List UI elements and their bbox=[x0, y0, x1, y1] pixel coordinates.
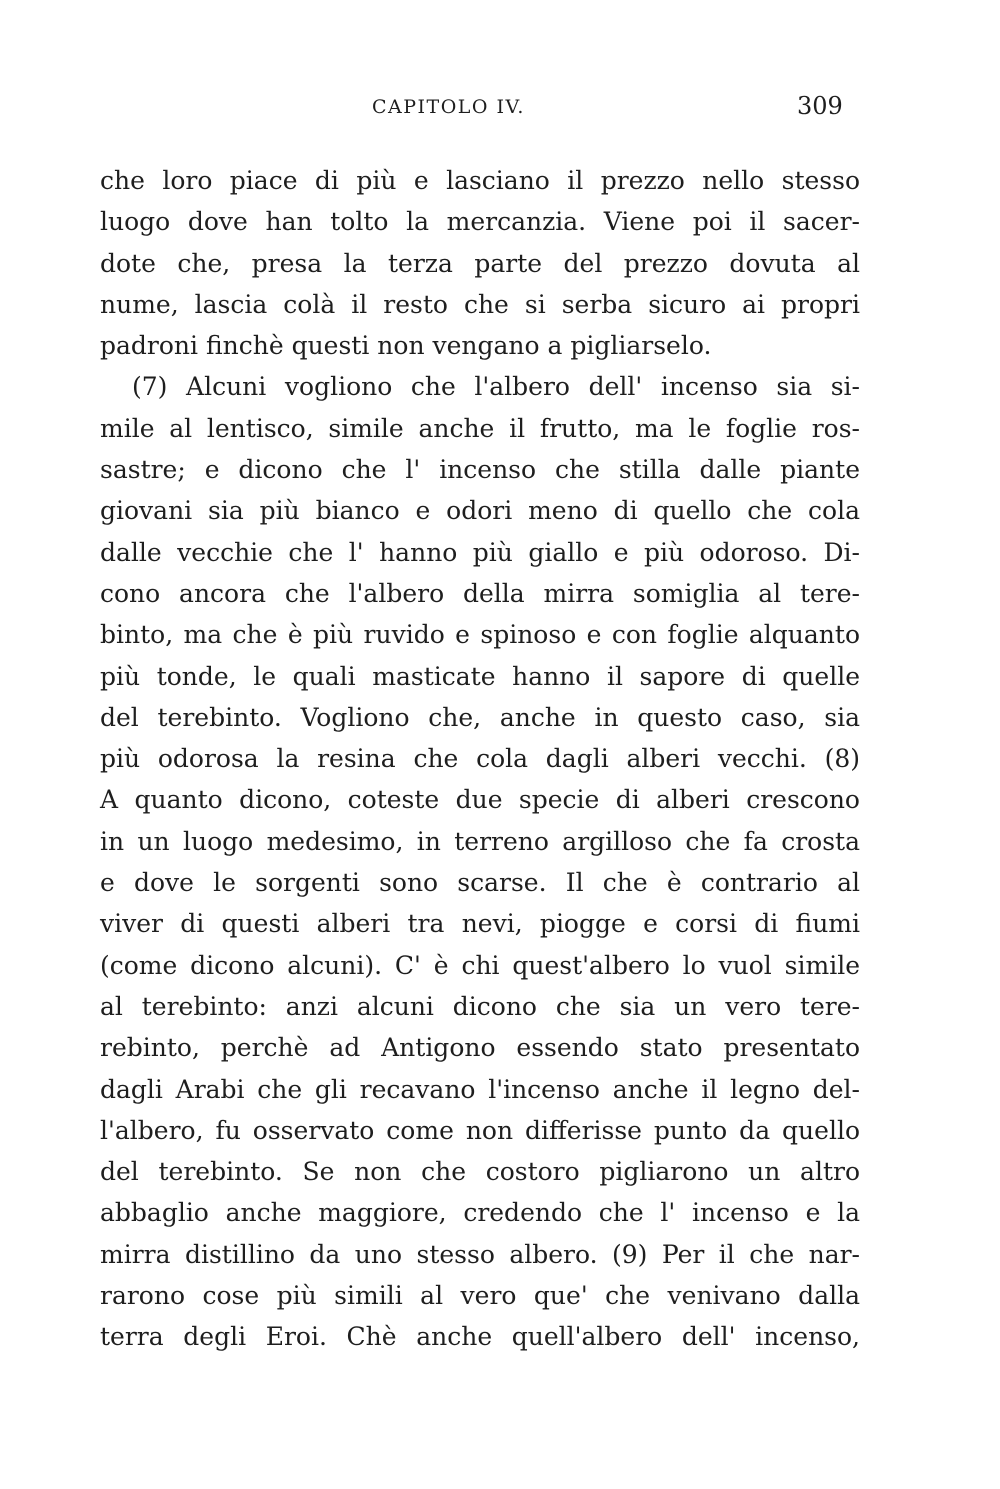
page-number: 309 bbox=[797, 92, 843, 120]
text-line: più tonde, le quali masticate hanno il sapore di quelle bbox=[100, 661, 860, 691]
text-line: al terebinto: anzi alcuni dicono che sia un vero tere- bbox=[100, 991, 860, 1021]
text-line: dalle vecchie che l' hanno più giallo e più odoroso. Di- bbox=[100, 537, 860, 567]
body-text bbox=[100, 160, 860, 1358]
text-line: del terebinto. Vogliono che, anche in questo caso, sia bbox=[100, 702, 860, 732]
text-line: terra degli Eroi. Chè anche quell'albero dell' incenso, bbox=[100, 1322, 860, 1352]
text-line: sastre; e dicono che l' incenso che stilla dalle piante bbox=[100, 455, 860, 485]
text-line: giovani sia più bianco e odori meno di quello che cola bbox=[100, 496, 860, 526]
text-line: in un luogo medesimo, in terreno argilloso che fa crosta bbox=[100, 826, 860, 856]
text-line: più odorosa la resina che cola dagli alberi vecchi. (8) bbox=[100, 744, 860, 774]
text-line: rarono cose più simili al vero que' che venivano dalla bbox=[100, 1281, 860, 1311]
text-line: l'albero, fu osservato come non differisse punto da quello bbox=[100, 1115, 860, 1145]
text-line: dagli Arabi che gli recavano l'incenso anche il legno del- bbox=[100, 1074, 860, 1104]
running-title: CAPITOLO IV. bbox=[372, 96, 525, 118]
text-line: e dove le sorgenti sono scarse. Il che è contrario al bbox=[100, 868, 860, 898]
text-line: A quanto dicono, coteste due specie di alberi crescono bbox=[100, 785, 860, 815]
text-line: nume, lascia colà il resto che si serba sicuro ai propri bbox=[100, 289, 860, 319]
text-line: che loro piace di più e lasciano il prezzo nello stesso bbox=[100, 166, 860, 195]
text-line: (come dicono alcuni). C' è chi quest'albero lo vuol simile bbox=[100, 950, 860, 980]
text-line: cono ancora che l'albero della mirra somiglia al tere- bbox=[100, 578, 860, 608]
text-line: viver di questi alberi tra nevi, piogge e corsi di fiumi bbox=[100, 909, 860, 939]
text-line: dote che, presa la terza parte del prezzo dovuta al bbox=[100, 248, 860, 278]
text-line: abbaglio anche maggiore, credendo che l' incenso e la bbox=[100, 1198, 860, 1228]
text-line: mile al lentisco, simile anche il frutto, ma le foglie ros- bbox=[100, 413, 860, 443]
page-header bbox=[0, 88, 1000, 128]
text-line: del terebinto. Se non che costoro pigliarono un altro bbox=[100, 1157, 860, 1187]
text-line: rebinto, perchè ad Antigono essendo stato presentato bbox=[100, 1033, 860, 1063]
text-line: mirra distillino da uno stesso albero. (9) Per il che nar- bbox=[100, 1239, 860, 1269]
text-line: binto, ma che è più ruvido e spinoso e con foglie alquanto bbox=[100, 620, 860, 650]
text-line: padroni finchè questi non vengano a pigliarselo. bbox=[100, 331, 712, 361]
text-line: luogo dove han tolto la mercanzia. Viene poi il sacer- bbox=[100, 207, 860, 237]
text-line: (7) Alcuni vogliono che l'albero dell' incenso sia si- bbox=[132, 372, 860, 402]
